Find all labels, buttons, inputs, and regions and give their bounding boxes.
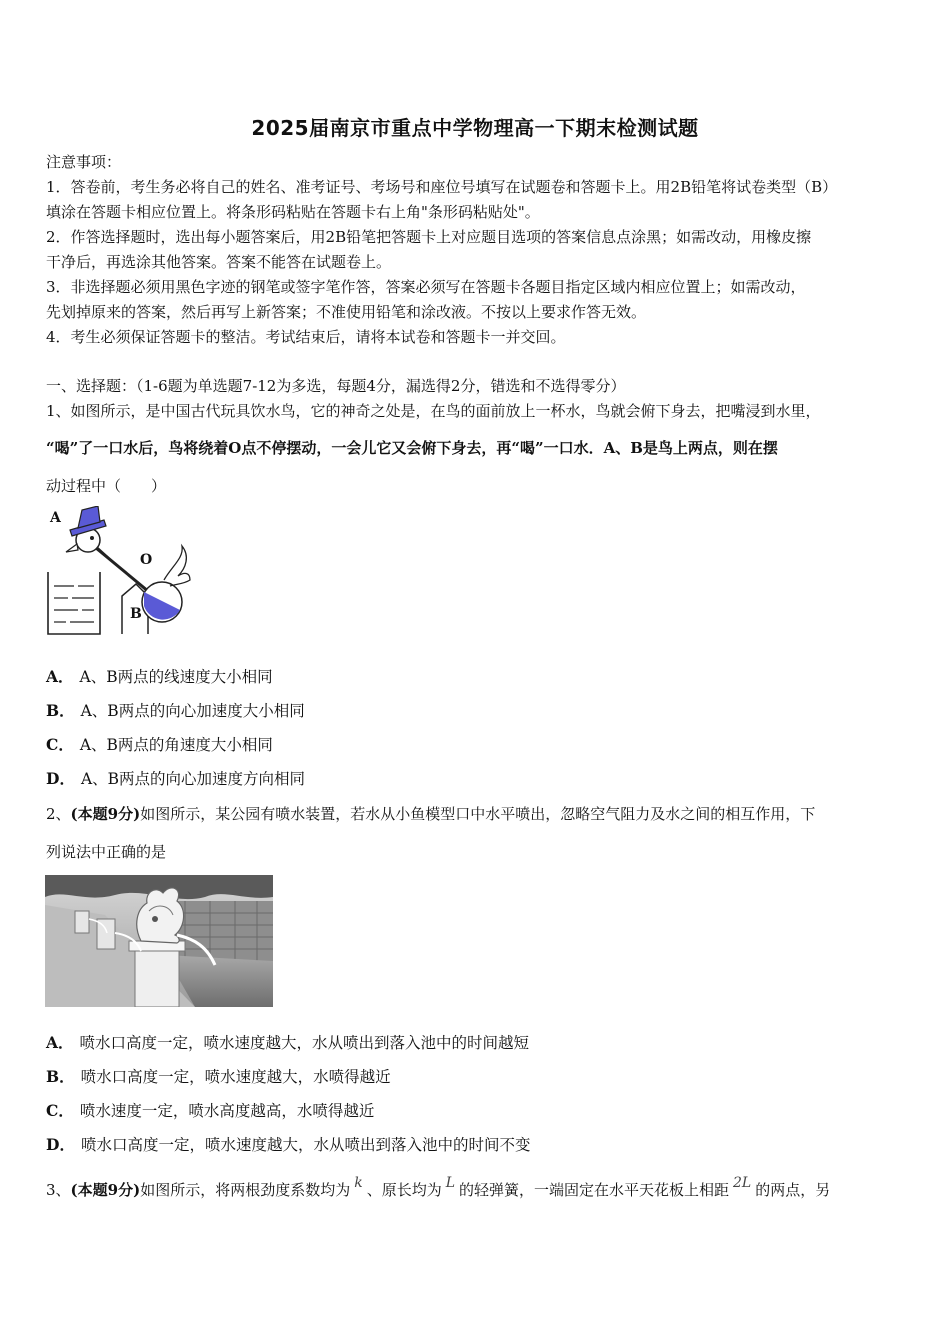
q2-option-b[interactable]: B． 喷水口高度一定，喷水速度越大，水喷得越近 [46,1067,391,1086]
label-o: O [140,552,153,568]
symbol-k: k [354,1175,363,1191]
label-a: A [50,510,61,526]
fountain-photo [45,875,273,1007]
notice-line: 4．考生必须保证答题卡的整洁。考试结束后，请将本试卷和答题卡一并交回。 [46,328,566,346]
q1-option-c[interactable]: C． A、B两点的角速度大小相同 [46,735,273,754]
q2-option-d[interactable]: D． 喷水口高度一定，喷水速度越大，水从喷出到落入池中的时间不变 [46,1135,531,1154]
symbol-l: L [445,1175,455,1191]
question-3-text: 3、(本题9分)如图所示，将两根劲度系数均为 k 、原长均为 L 的轻弹簧，一端固定在水平天花板上相距 2L 的两点，另 [46,1175,831,1199]
notice-line: 1．答卷前，考生务必将自己的姓名、准考证号、考场号和座位号填写在试题卷和答题卡上。用2B铅笔将试卷类型（B） [46,178,838,196]
notice-line: 2．作答选择题时，选出每小题答案后，用2B铅笔把答题卡上对应题目选项的答案信息点涂黑；如需改动，用橡皮擦 [46,228,812,246]
question-1-text: 1、如图所示，是中国古代玩具饮水鸟，它的神奇之处是，在鸟的面前放上一杯水，鸟就会俯下身去，把嘴浸到水里， [46,402,821,420]
notice-heading: 注意事项： [46,153,122,171]
bird-eye [90,536,94,540]
q1-option-d[interactable]: D． A、B两点的向心加速度方向相同 [46,769,306,788]
page-title: 2025届南京市重点中学物理高一下期末检测试题 [251,116,699,140]
notice-line: 干净后，再选涂其他答案。答案不能答在试题卷上。 [46,253,392,271]
bird-beak [66,544,78,552]
notice-line: 填涂在答题卡相应位置上。将条形码粘贴在答题卡右上角"条形码粘贴处"。 [46,203,540,221]
q2-option-a[interactable]: A． 喷水口高度一定，喷水速度越大，水从喷出到落入池中的时间越短 [46,1033,530,1052]
question-2-text: 列说法中正确的是 [46,843,167,861]
question-2-text: 2、(本题9分)如图所示，某公园有喷水装置，若水从小鱼模型口中水平喷出，忽略空气阻力及水之间的相互作用，下 [46,805,816,823]
q2-option-c[interactable]: C． 喷水速度一定，喷水高度越高，水喷得越近 [46,1101,375,1120]
drinking-bird-figure [44,506,194,638]
notice-line: 先划掉原来的答案，然后再写上新答案；不准使用铅笔和涂改液。不按以上要求作答无效。 [46,303,647,321]
water-cup [48,572,100,634]
symbol-2l: 2L [733,1175,752,1191]
label-b: B [130,606,142,622]
q1-option-a[interactable]: A． A、B两点的线速度大小相同 [46,667,273,686]
question-1-text: “喝”了一口水后，鸟将绕着O点不停摆动，一会儿它又会俯下身去，再“喝”一口水．A、B是鸟上两点，则在摆 [46,439,778,457]
q1-option-b[interactable]: B． A、B两点的向心加速度大小相同 [46,701,305,720]
question-1-text: 动过程中（ ） [46,477,167,495]
section-heading: 一、选择题：（1-6题为单选题7-12为多选，每题4分，漏选得2分，错选和不选得零分） [46,377,626,395]
bird-tail [164,546,190,586]
notice-line: 3．非选择题必须用黑色字迹的钢笔或签字笔作答，答案必须写在答题卡各题目指定区域内相应位置上；如需改动， [46,278,806,296]
